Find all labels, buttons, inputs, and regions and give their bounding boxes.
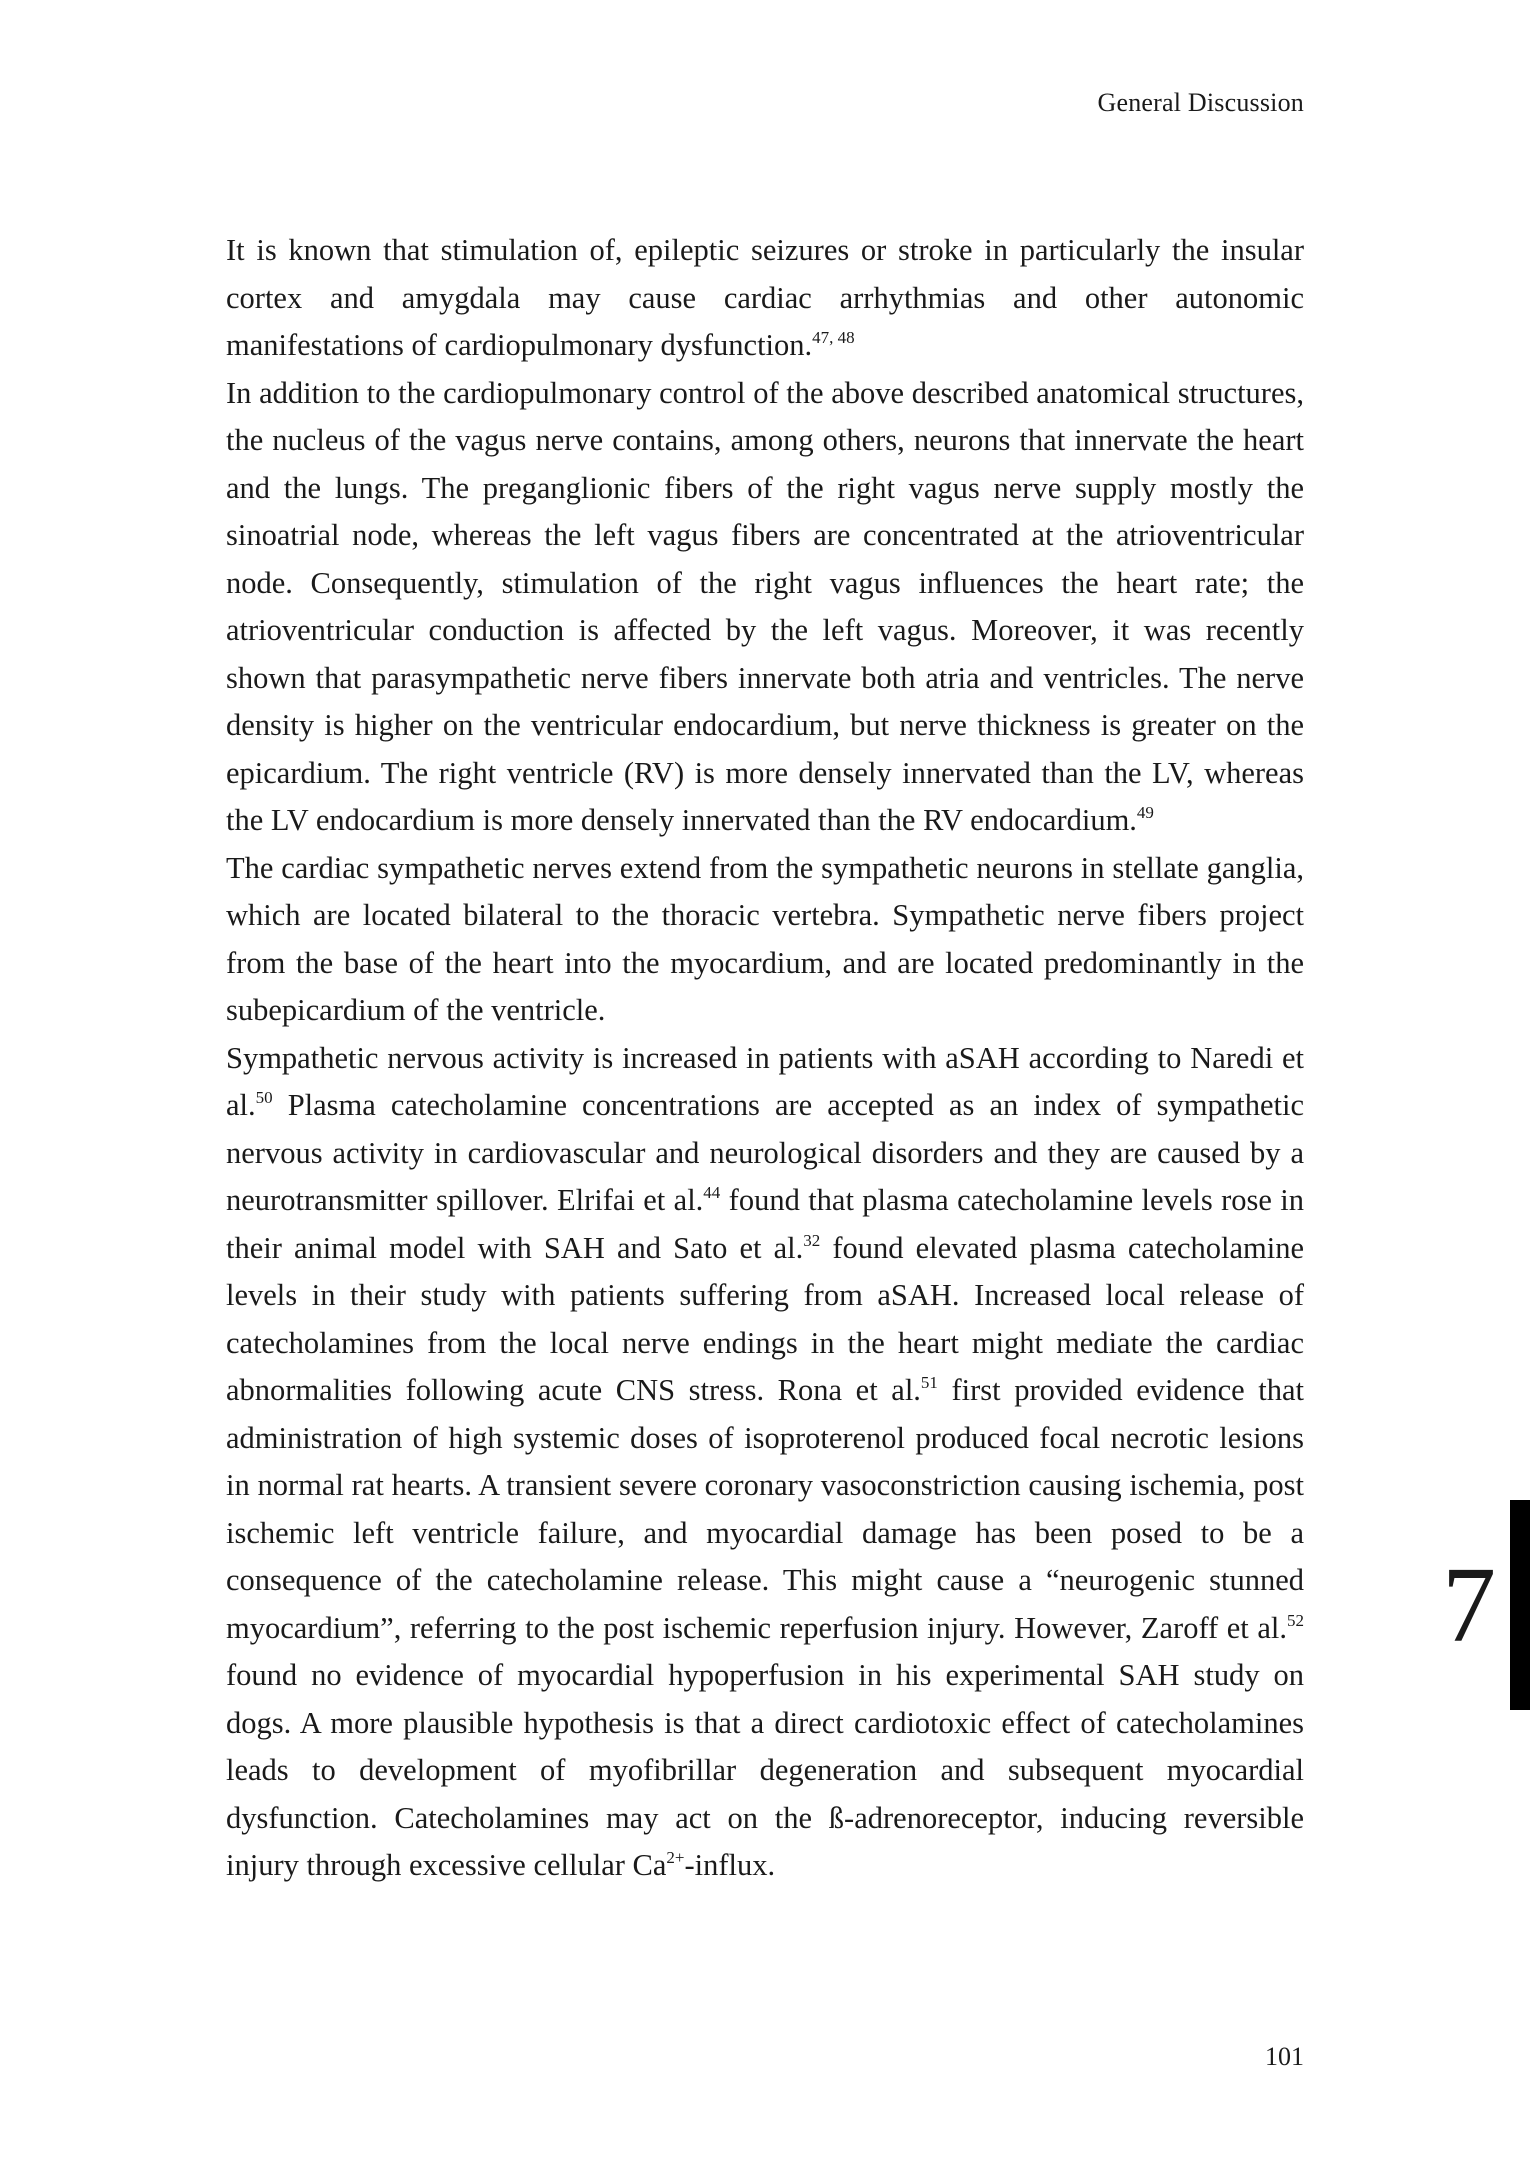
text-run: -influx. bbox=[684, 1848, 776, 1882]
page-number: 101 bbox=[1265, 2042, 1304, 2071]
paragraph bbox=[226, 845, 1304, 1035]
paragraph bbox=[226, 370, 1304, 845]
citation-superscript: 2+ bbox=[666, 1848, 685, 1867]
text-run: first provided evidence that administration of high systemic doses of isoproterenol produced focal necrotic lesions in normal rat hearts. A transient severe coronary vasoconstriction causing ischemia, post ischemic left ventricle failure, and myocardial damage has been posed to be a consequence of the catecholamine release. This might cause a “neurogenic stunned myocardium”, referring to the post ischemic reperfusion injury. However, Zaroff et al. bbox=[226, 1373, 1304, 1645]
citation-superscript: 49 bbox=[1136, 803, 1154, 822]
citation-superscript: 44 bbox=[703, 1183, 721, 1202]
citation-superscript: 32 bbox=[803, 1230, 821, 1250]
citation-superscript: 51 bbox=[920, 1373, 938, 1392]
text-run: Plasma catecholamine concentrations are accepted as an index of sympathetic nervous activity in cardiovascular and neurological disorders and they are caused by a neurotransmitter spillover. Elrifai et al. bbox=[226, 1088, 1304, 1217]
citation-superscript: 47, 48 bbox=[812, 328, 855, 347]
text-run: found no evidence of myocardial hypoperfusion in his experimental SAH study on dogs. A more plausible hypothesis is that a direct cardiotoxic effect of catecholamines leads to development of myofibrillar degeneration and subsequent myocardial dysfunction. Catecholamines may act on the ß-adrenoreceptor, inducing reversible injury through excessive cellular Ca bbox=[226, 1658, 1304, 1882]
body-text bbox=[226, 227, 1304, 1890]
chapter-tab-marker bbox=[1510, 1500, 1530, 1710]
running-header: General Discussion bbox=[1097, 88, 1304, 117]
text-run: In addition to the cardiopulmonary control of the above described anatomical structures, the nucleus of the vagus nerve contains, among others, neurons that innervate the heart and the lungs. The preganglionic fibers of the right vagus nerve supply mostly the sinoatrial node, whereas the left vagus fibers are concentrated at the atrioventricular node. Consequently, stimulation of the right vagus influences the heart rate; the atrioventricular conduction is affected by the left vagus. Moreover, it was recently shown that parasympathetic nerve fibers innervate both atria and ventricles. The nerve density is higher on the ventricular endocardium, but nerve thickness is greater on the epicardium. The right ventricle (RV) is more densely innervated than the LV, whereas the LV endocardium is more densely innervated than the RV endocardium. bbox=[226, 375, 1304, 837]
chapter-number: 7 bbox=[1442, 1546, 1496, 1665]
text-run: Sympathetic nervous activity is increased in patients with aSAH according to Naredi et al. bbox=[226, 1040, 1304, 1122]
citation-superscript: 50 bbox=[255, 1088, 273, 1107]
text-run: found that plasma catecholamine levels rose in their animal model with SAH and Sato et al. bbox=[226, 1183, 1304, 1265]
citation-superscript: 52 bbox=[1287, 1610, 1304, 1630]
paragraph bbox=[226, 1035, 1304, 1890]
text-run: found elevated plasma catecholamine levels in their study with patients suffering from aSAH. Increased local release of catecholamines from the local nerve endings in the heart might mediate the cardiac abnormalities following acute CNS stress. Rona et al. bbox=[226, 1230, 1304, 1407]
text-run: It is known that stimulation of, epileptic seizures or stroke in particularly the insular cortex and amygdala may cause cardiac arrhythmias and other autonomic manifestations of cardiopulmonary dysfunction. bbox=[226, 233, 1304, 362]
text-run: The cardiac sympathetic nerves extend from the sympathetic neurons in stellate ganglia, which are located bilateral to the thoracic vertebra. Sympathetic nerve fibers project from the base of the heart into the myocardium, and are located predominantly in the subepicardium of the ventricle. bbox=[226, 850, 1304, 1027]
paragraph bbox=[226, 227, 1304, 370]
